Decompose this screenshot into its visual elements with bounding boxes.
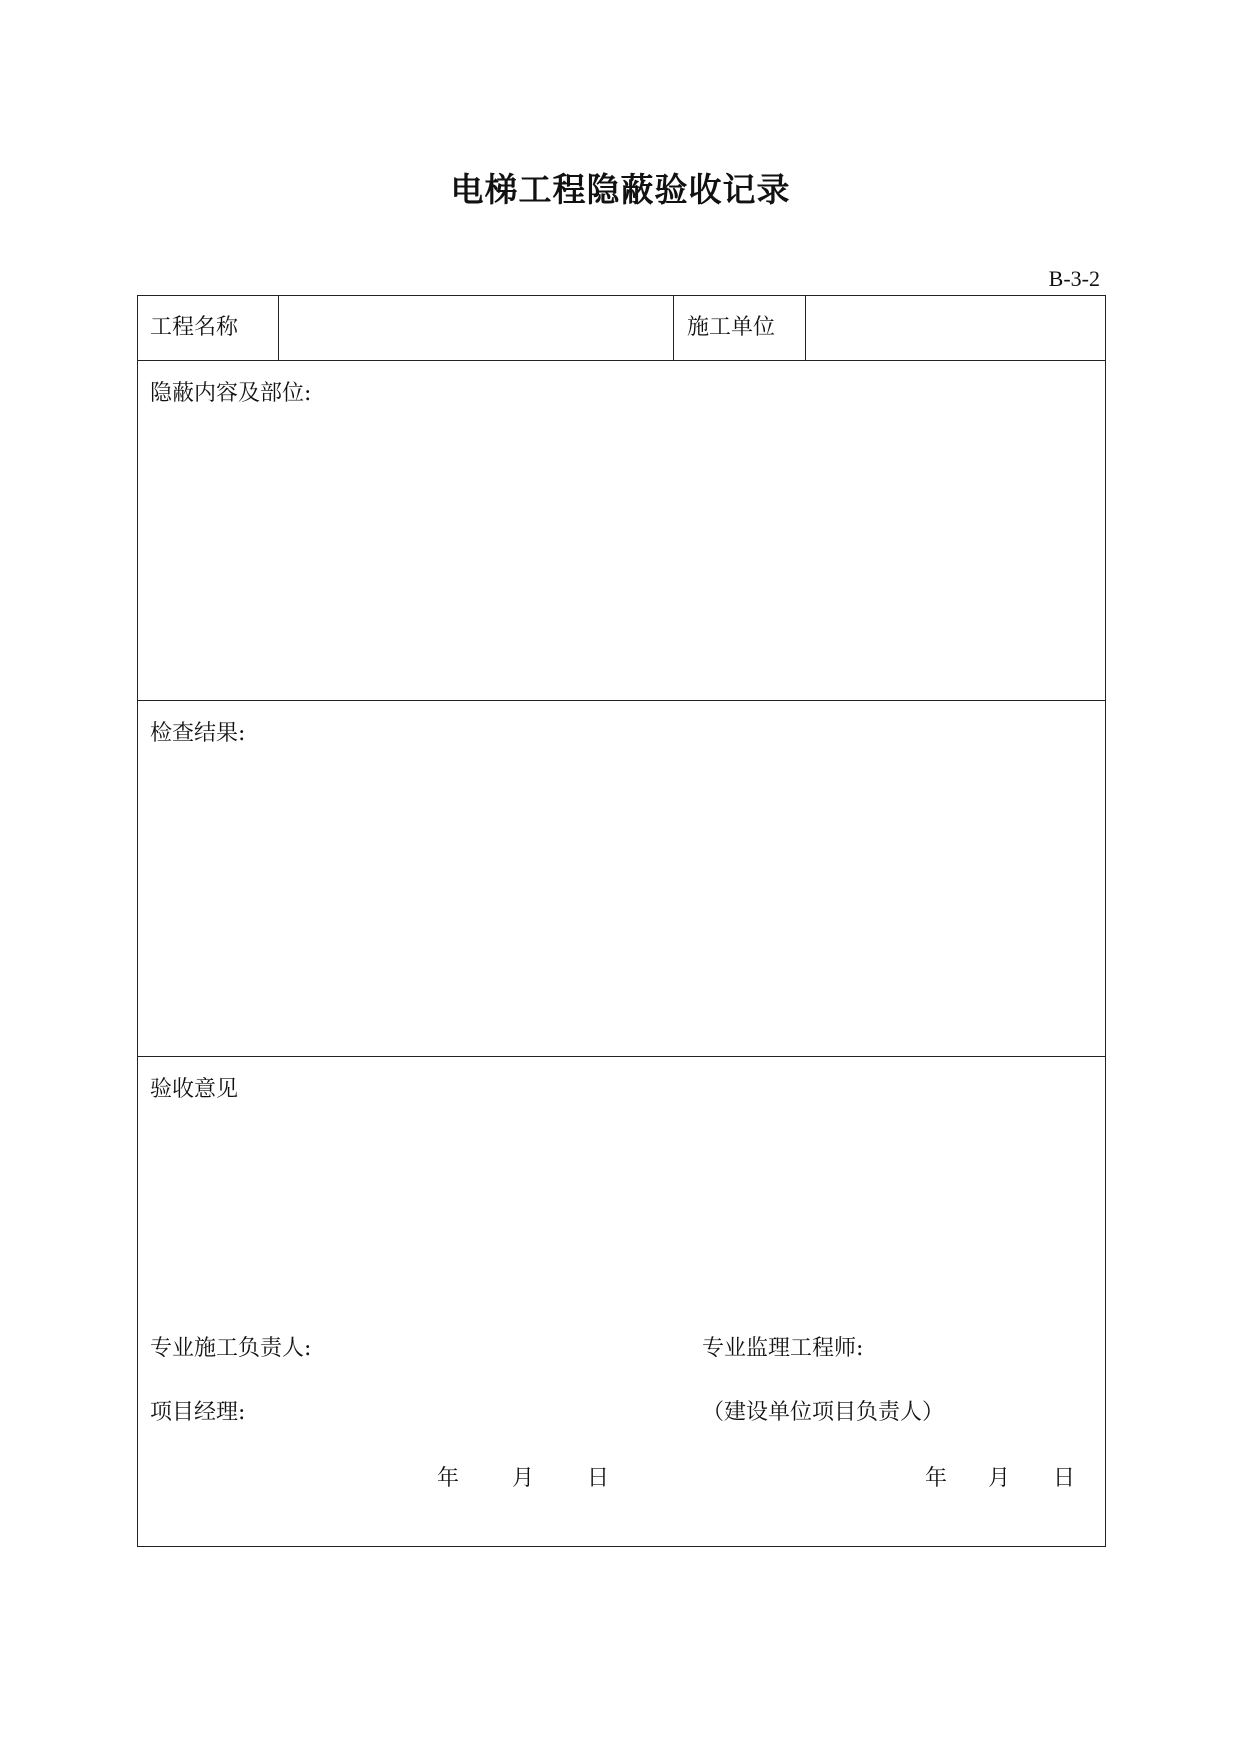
supervising-engineer-label: 专业监理工程师: xyxy=(702,1336,864,1361)
project-name-label: 工程名称 xyxy=(150,315,239,340)
project-manager-label: 项目经理: xyxy=(150,1400,246,1425)
date-year-right: 年 xyxy=(925,1466,948,1491)
project-name-field[interactable] xyxy=(281,298,671,358)
concealed-content-area[interactable] xyxy=(140,416,1102,696)
owner-rep-label: （建设单位项目负责人） xyxy=(702,1400,945,1425)
date-day-left: 日 xyxy=(587,1466,610,1491)
divider xyxy=(138,1056,1105,1057)
concealed-content-label: 隐蔽内容及部位: xyxy=(150,381,312,406)
date-year-left: 年 xyxy=(437,1466,460,1491)
acceptance-opinion-label: 验收意见 xyxy=(150,1077,239,1102)
divider xyxy=(278,296,279,360)
inspection-form-table xyxy=(137,295,1106,1547)
contractor-lead-label: 专业施工负责人: xyxy=(150,1336,312,1361)
construction-unit-label: 施工单位 xyxy=(687,315,776,340)
divider xyxy=(138,360,1105,361)
divider xyxy=(138,700,1105,701)
form-code: B-3-2 xyxy=(1048,266,1100,291)
inspection-result-label: 检查结果: xyxy=(150,721,246,746)
page-title: 电梯工程隐蔽验收记录 xyxy=(450,170,791,209)
date-day-right: 日 xyxy=(1053,1466,1076,1491)
inspection-result-area[interactable] xyxy=(140,756,1102,1051)
date-month-right: 月 xyxy=(988,1466,1011,1491)
construction-unit-field[interactable] xyxy=(808,298,1102,358)
date-month-left: 月 xyxy=(512,1466,535,1491)
acceptance-opinion-area[interactable] xyxy=(140,1111,1102,1291)
divider xyxy=(805,296,806,360)
divider xyxy=(673,296,674,360)
